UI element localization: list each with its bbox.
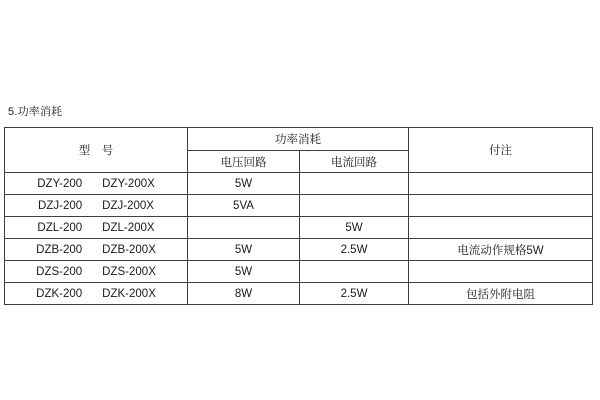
current-value: 2.5W	[300, 283, 409, 305]
voltage-value: 8W	[188, 283, 300, 305]
note-value	[409, 195, 593, 217]
header-voltage-circuit: 电压回路	[188, 151, 300, 173]
model-cell	[5, 173, 188, 195]
header-current-circuit: 电流回路	[300, 151, 409, 173]
model-name-x: DZB-200X	[102, 243, 156, 256]
model-name-x: DZY-200X	[102, 177, 155, 190]
table-row	[5, 283, 593, 305]
voltage-value: 5VA	[188, 195, 300, 217]
model-name-x: DZJ-200X	[102, 199, 154, 212]
voltage-value	[188, 217, 300, 239]
model-name-x: DZS-200X	[102, 265, 156, 278]
table-row	[5, 195, 593, 217]
current-value: 5W	[300, 217, 409, 239]
header-notes: 付注	[409, 128, 593, 173]
model-cell	[5, 261, 188, 283]
header-power-group: 功率消耗	[188, 128, 409, 151]
model-cell	[5, 217, 188, 239]
header-model: 型 号	[5, 128, 188, 173]
current-value	[300, 261, 409, 283]
model-name: DZS-200	[36, 265, 83, 278]
voltage-value: 5W	[188, 239, 300, 261]
model-name: DZY-200	[37, 177, 83, 190]
model-name-x: DZK-200X	[102, 287, 156, 300]
note-value	[409, 217, 593, 239]
current-value: 2.5W	[300, 239, 409, 261]
current-value	[300, 173, 409, 195]
section-title: 5.功率消耗	[8, 106, 63, 118]
power-consumption-table	[4, 127, 593, 305]
voltage-value: 5W	[188, 173, 300, 195]
table-row	[5, 217, 593, 239]
table-row	[5, 261, 593, 283]
model-cell	[5, 195, 188, 217]
current-value	[300, 195, 409, 217]
note-value: 电流动作规格5W	[409, 239, 593, 261]
note-value	[409, 173, 593, 195]
model-name: DZL-200	[37, 221, 83, 234]
note-value	[409, 261, 593, 283]
model-name: DZB-200	[36, 243, 83, 256]
model-cell	[5, 239, 188, 261]
note-value: 包括外附电阻	[409, 283, 593, 305]
model-name-x: DZL-200X	[102, 221, 155, 234]
model-name: DZJ-200	[38, 199, 83, 212]
table-row	[5, 239, 593, 261]
model-name: DZK-200	[36, 287, 83, 300]
table-row	[5, 173, 593, 195]
voltage-value: 5W	[188, 261, 300, 283]
model-cell	[5, 283, 188, 305]
header-row-group	[5, 128, 593, 151]
